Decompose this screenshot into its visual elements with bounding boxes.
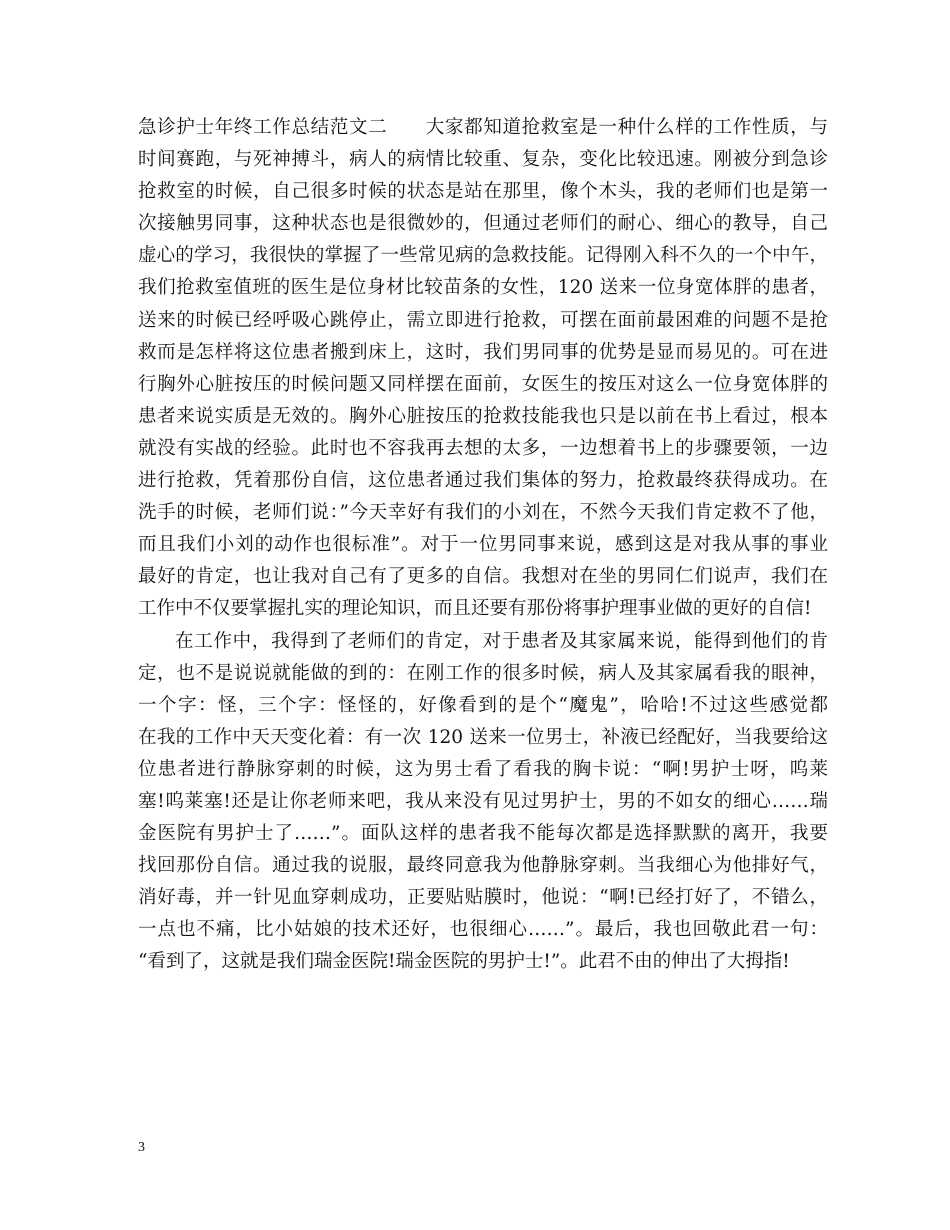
text-line: 送来的时候已经呼吸心跳停止，需立即进行抢救，可摆在面前最困难的问题不是抢: [138, 309, 828, 331]
text-line: 行胸外心脏按压的时候问题又同样摆在面前，女医生的按压对这么一位身宽体胖的: [138, 373, 828, 395]
text-line: 抢救室的时候，自己很多时候的状态是站在那里，像个木头，我的老师们也是第一: [138, 181, 828, 203]
body-text: [138, 112, 828, 979]
text-line: 洗手的时候，老师们说：”今天幸好有我们的小刘在，不然今天我们肯定救不了他，: [138, 502, 828, 524]
text-line: 塞!呜莱塞!还是让你老师来吧，我从来没有见过男护士，男的不如女的细心……瑞: [138, 790, 828, 812]
text-line: 就没有实战的经验。此时也不容我再去想的太多，一边想着书上的步骤要领，一边: [138, 437, 828, 459]
text-line: 急诊护士年终工作总结范文二 大家都知道抢救室是一种什么样的工作性质，与: [138, 117, 828, 138]
text-line: 最好的肯定，也让我对自己有了更多的自信。我想对在坐的男同仁们说声，我们在: [138, 566, 828, 588]
text-line: 虚心的学习，我很快的掌握了一些常见病的急救技能。记得刚入科不久的一个中午，: [138, 245, 828, 267]
text-line: 进行抢救，凭着那份自信，这位患者通过我们集体的努力，抢救最终获得成功。在: [138, 470, 828, 492]
text-line: 我们抢救室值班的医生是位身材比较苗条的女性，120 送来一位身宽体胖的患者，: [138, 277, 828, 299]
text-line: 在我的工作中天天变化着：有一次 120 送来一位男士，补液已经配好，当我要给这: [138, 726, 828, 748]
text-line: 救而是怎样将这位患者搬到床上，这时，我们男同事的优势是显而易见的。可在进: [138, 341, 828, 363]
text-line: 一个字：怪，三个字：怪怪的，好像看到的是个“魔鬼”，哈哈!不过这些感觉都: [138, 694, 828, 716]
text-line: “看到了，这就是我们瑞金医院!瑞金医院的男护士!”。此君不由的伸出了大拇指!: [138, 951, 790, 973]
text-line: 定，也不是说说就能做的到的：在刚工作的很多时候，病人及其家属看我的眼神，: [138, 662, 828, 684]
text-line: 工作中不仅要掌握扎实的理论知识，而且还要有那份将事护理事业做的更好的自信!: [138, 598, 812, 620]
text-line: 一点也不痛，比小姑娘的技术还好，也很细心……”。最后，我也回敬此君一句：: [138, 919, 828, 941]
text-line: 时间赛跑，与死神搏斗，病人的病情比较重、复杂，变化比较迅速。刚被分到急诊: [138, 149, 828, 171]
text-line: 找回那份自信。通过我的说服，最终同意我为他静脉穿刺。当我细心为他排好气，: [138, 855, 828, 877]
text-line: 而且我们小刘的动作也很标准”。对于一位男同事来说，感到这是对我从事的事业: [138, 534, 828, 556]
text-line: 金医院有男护士了……”。面队这样的患者我不能每次都是选择默默的离开，我要: [138, 823, 828, 845]
text-line: 在工作中，我得到了老师们的肯定，对于患者及其家属来说，能得到他们的肯: [175, 630, 828, 652]
page-number: 3: [138, 1140, 145, 1155]
text-line: 位患者进行静脉穿刺的时候，这为男士看了看我的胸卡说：“啊!男护士呀，呜莱: [138, 758, 828, 780]
text-line: 消好毒，并一针见血穿刺成功，正要贴贴膜时，他说：“啊!已经打好了，不错么，: [138, 887, 828, 909]
text-line: 患者来说实质是无效的。胸外心脏按压的抢救技能我也只是以前在书上看过，根本: [138, 405, 828, 427]
text-line: 次接触男同事，这种状态也是很微妙的，但通过老师们的耐心、细心的教导，自己: [138, 213, 828, 235]
